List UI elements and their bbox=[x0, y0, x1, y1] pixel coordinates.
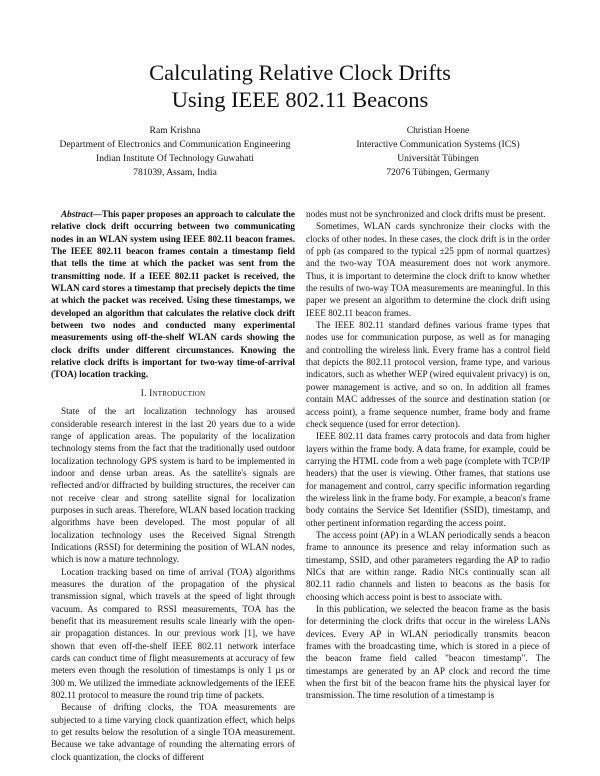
author-affiliation-line: Universität Tübingen bbox=[397, 153, 479, 164]
abstract bbox=[51, 208, 295, 381]
title-line-1: Calculating Relative Clock Drifts bbox=[149, 60, 451, 85]
author-name: Ram Krishna bbox=[149, 125, 201, 136]
abstract-text: —This paper proposes an approach to calculate the relative clock drift occurring between two communicating nodes in an WLAN system using IEEE 802.11 beacon frames. The IEEE 802.11 beacon frames contain a timestamp field that tells the time at which the packet was sent from the transmitting node. If a IEEE 802.11 packet is received, the WLAN card stores a timestamp that precisely depicts the time at which the packet was received. Using these timestamps, we developed an algorithm that calculates the relative clock drift between two nodes and conducted many experimental measurements using off-the-shelf WLAN cards showing the clock drifts under different circumstances. Knowing the relative clock drifts is important for two-way time-of-arrival (TOA) location tracking. bbox=[51, 209, 295, 380]
body-paragraph: Sometimes, WLAN cards synchronize their clocks with the clocks of other nodes. In these cases, the clock drift is in the order of ppb (as compared to the typical ±25 ppm of normal quartzes) and the two-way TOA measurement does not work anymore. Thus, it is important to determine the clock drift to know whether the results of two-way TOA measurements are meaningful. In this paper we present an algorithm to determine the clock drift using IEEE 802.11 beacon frames. bbox=[306, 221, 550, 318]
abstract-label: Abstract bbox=[61, 209, 93, 219]
body-paragraph: Because of drifting clocks, the TOA measurements are subjected to a time varying clock quantization effect, which helps to get results below the resolution of a single TOA measurement. Because we take advantage of rounding the alternating errors of clock quantization, the clocks of different bbox=[51, 702, 295, 762]
author-affiliation-line: Indian Institute Of Technology Guwahati bbox=[96, 153, 254, 164]
title-line-2: Using IEEE 802.11 Beacons bbox=[171, 87, 429, 112]
left-column bbox=[51, 208, 295, 763]
author-name: Christian Hoene bbox=[406, 125, 470, 136]
section-heading-introduction: I. Introduction bbox=[140, 388, 206, 399]
body-paragraph: In this publication, we selected the beacon frame as the basis for determining the clock drifts that occur in the wireless LANs devices. Every AP in WLAN periodically transmits beacon frames with the broadcasting time, which is stored in a piece of the beacon frame field called "beacon timestamp". The timestamps are generated by an AP clock and record the time when the first bit of the beacon frame hits the physical layer for transmission. The time resolution of a timestamp is bbox=[306, 604, 550, 701]
author-block-2 bbox=[318, 124, 558, 180]
author-affiliation-line: 781039, Assam, India bbox=[133, 167, 217, 178]
body-paragraph: The access point (AP) in a WLAN periodically sends a beacon frame to announce its presence and relay information such as timestamp, SSID, and other parameters regarding the AP to radio NICs that are within range. Radio NICs continually scan all 802.11 radio channels and listen to beacons as the basis for choosing which access point is best to associate with. bbox=[306, 529, 550, 602]
body-paragraph: nodes must not be synchronized and clock drifts must be present. bbox=[306, 209, 546, 219]
body-paragraph: The IEEE 802.11 standard defines various frame types that nodes use for communication purpose, as well as for managing and controlling the wireless link. Every frame has a control field that depicts the 802.11 protocol version, frame type, and various indicators, such as whether WEP (wired equivalent privacy) is on, power management is active, and so on. In addition all frames contain MAC addresses of the source and destination station (or access point), a frame sequence number, frame body and frame check sequence (used for error detection). bbox=[306, 320, 550, 429]
author-affiliation-line: 72076 Tübingen, Germany bbox=[386, 167, 490, 178]
body-paragraph: IEEE 802.11 data frames carry protocols and data from higher layers within the frame body. A data frame, for example, could be carrying the HTML code from a web page (complete with TCP/IP headers) that the user is viewing. Other frames, that stations use for management and control, carry specific information regarding the wireless link in the frame body. For example, a beacon's frame body contains the Service Set Identifier (SSID), timestamp, and other pertinent information regarding the access point. bbox=[306, 431, 550, 528]
author-affiliation-line: Interactive Communication Systems (ICS) bbox=[356, 139, 520, 150]
author-block-1 bbox=[50, 124, 300, 180]
paper-title bbox=[0, 59, 600, 113]
right-column bbox=[306, 208, 550, 702]
body-paragraph: State of the art localization technology has aroused considerable research interest in the last 20 years due to a wide range of application areas. The popularity of the localization technology stems from the fact that the traditionally used outdoor localization technology GPS system is hard to be implemented in indoor and dense urban areas. As the satellite's signals are reflected and/or diffracted by building structures, the receiver can not receive clear and strong satellite signal for localization purposes in such areas. Therefore, WLAN based location tracking algorithms have been developed. The most popular of all localization technology uses the Received Signal Strength Indications (RSSI) for determining the position of WLAN nodes, which is now a mature technology. bbox=[51, 406, 295, 565]
author-affiliation-line: Department of Electronics and Communication Engineering bbox=[59, 139, 291, 150]
body-paragraph: Location tracking based on time of arrival (TOA) algorithms measures the duration of the propagation of the physical transmission signal, which travels at the speed of light through vacuum. As compared to RSSI measurements, TOA has the benefit that its measurement results scale linearly with the open-air propagation distances. In our previous work [1], we have shown that even off-the-shelf IEEE 802.11 network interface cards can conduct time of flight measurements at accuracy of few meters even though the resolution of timestamps is only 1 µs or 300 m. We utilized the immediate acknowledgements of the IEEE 802.11 protocol to measure the round trip time of packets. bbox=[51, 566, 295, 701]
